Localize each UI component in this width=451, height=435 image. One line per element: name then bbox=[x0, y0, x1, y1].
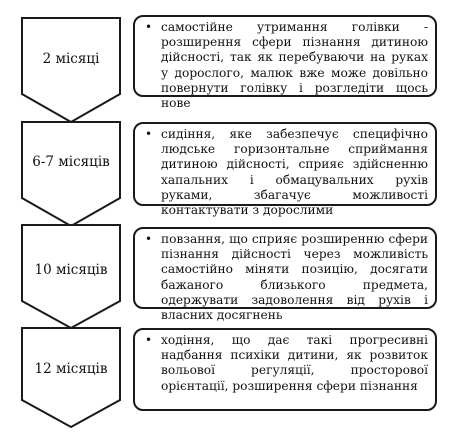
stage-age-4: 12 місяців bbox=[34, 361, 108, 377]
stage-description-box-3 bbox=[133, 227, 437, 323]
stage-arrow-4 bbox=[22, 328, 120, 427]
stage-age-1: 2 місяці bbox=[42, 51, 100, 67]
bullet-icon: • bbox=[145, 232, 153, 246]
bullet-icon: • bbox=[145, 333, 153, 347]
stage-arrow-2 bbox=[22, 122, 120, 226]
stage-description-2: сидіння, яке забезпечує специфічно людське горизонтальне сприймання дитиною дійсності, сприяє здійсненню хапальних і обмацувальних рухів руками, збагачує можливості контактувати з дорослими bbox=[161, 127, 428, 218]
stage-description-3: повзання, що сприяє розширенню сфери пізнання дійсності через можливість самостійно міняти позицію, досягати бажаного близького предмета, одержувати задоволення від рухів і власних досягнень bbox=[161, 232, 428, 323]
bullet-icon: • bbox=[145, 127, 153, 141]
stage-description-box-1 bbox=[133, 15, 437, 111]
stage-description-1: самостійне утримання голівки - розширення сфери пізнання дитиною дійсності, так як перебуваючи на руках у дорослого, малюк вже може довільно повернути голівку і розгледіти щось нове bbox=[161, 20, 428, 111]
stage-description-box-4 bbox=[133, 328, 437, 411]
stage-description-4: ходіння, що дає такі прогресивні надбання психіки дитини, як розвиток вольової регуляції, просторової орієнтації, розширення сфери пізнання bbox=[161, 333, 428, 393]
stage-description-box-2 bbox=[133, 122, 437, 218]
stage-age-3: 10 місяців bbox=[34, 262, 108, 278]
stage-arrow-1 bbox=[22, 18, 120, 122]
bullet-icon: • bbox=[145, 20, 153, 34]
stage-age-2: 6-7 місяців bbox=[32, 154, 110, 170]
